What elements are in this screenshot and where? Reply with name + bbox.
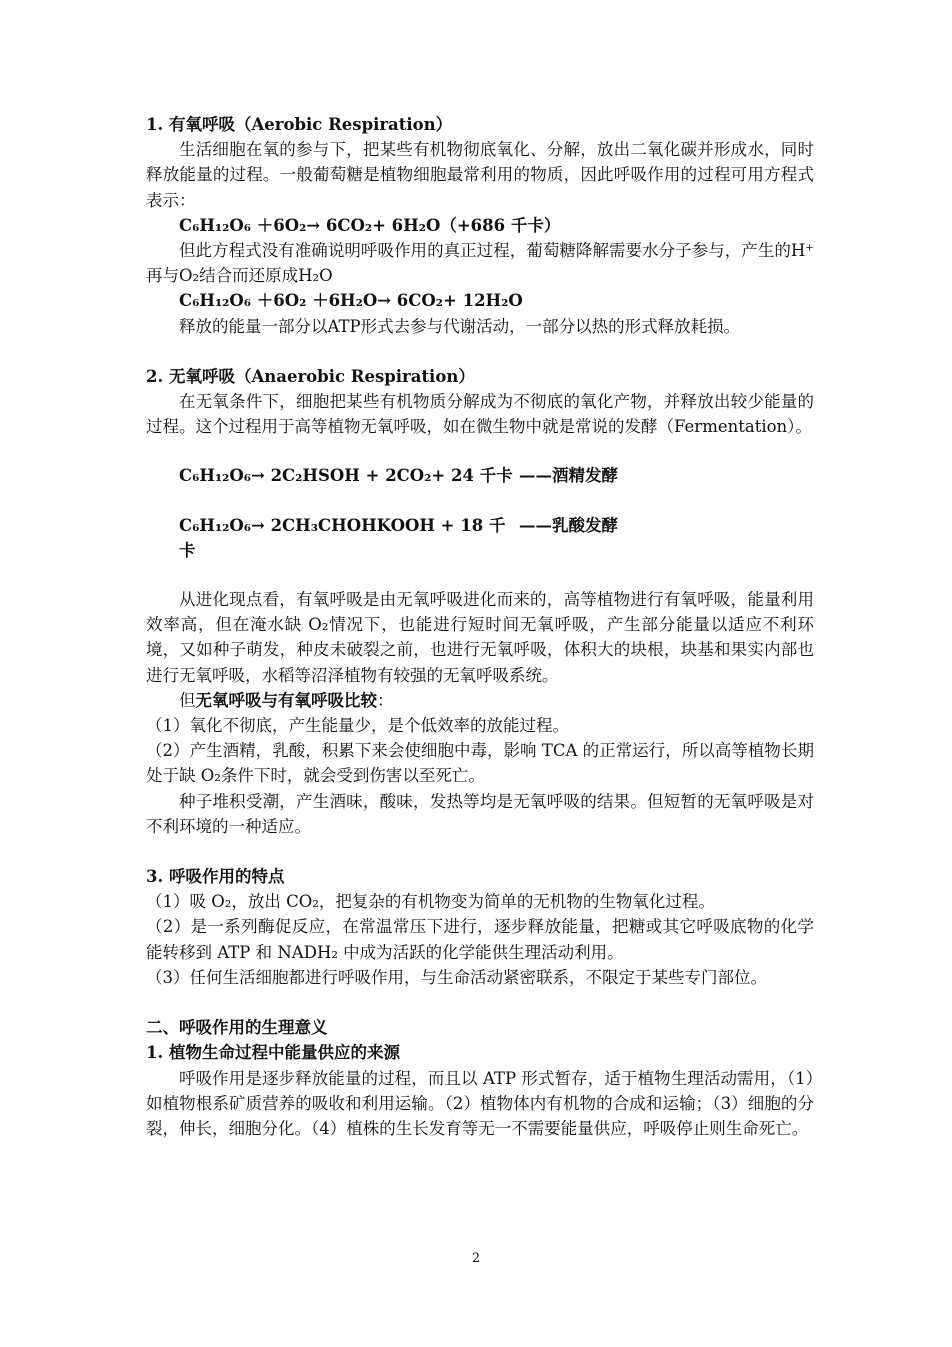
- list-item: （1）氧化不彻底，产生能量少，是个低效率的放能过程。: [146, 716, 569, 736]
- reaction-label: ——乳酸发酵: [519, 515, 618, 535]
- list-item: （2）是一系列酶促反应，在常温常压下进行，逐步释放能量，把糖或其它呼吸底物的化学能转移到 ATP 和 NADH₂ 中成为活跃的化学能供生理活动利用。: [146, 917, 814, 962]
- reaction-label: ——酒精发酵: [519, 466, 618, 486]
- list-item: （3）任何生活细胞都进行呼吸作用，与生命活动紧密联系，不限定于某些专门部位。: [146, 967, 767, 987]
- paragraph-evolution: 从进化现点看，有氧呼吸是由无氧呼吸进化而来的，高等植物进行有氧呼吸，能量利用效率高，但在淹水缺 O₂情况下，也能进行短时间无氧呼吸，产生部分能量以适应不利环境，又如种子萌发，种皮未破裂之前，也进行无氧呼吸，体积大的块根，块基和果实内部也进行无氧呼吸，水稻等沼泽植物有较强的无氧呼吸系统。: [146, 590, 814, 685]
- document-page: [146, 112, 814, 1141]
- equation-aerobic-2: C₆H₁₂O₆ ＋6O₂ ＋6H₂O→ 6CO₂+ 12H₂O: [179, 291, 523, 311]
- paragraph-aerobic-explanation: 但此方程式没有准确说明呼吸作用的真正过程，葡萄糖降解需要水分子参与，产生的H⁺再与O₂结合而还原成H₂O: [146, 241, 814, 286]
- section-heading-anaerobic: 2. 无氧呼吸（Anaerobic Respiration）: [146, 366, 475, 386]
- section-heading-significance: 二、呼吸作用的生理意义: [146, 1018, 328, 1038]
- paragraph-seed-example: 种子堆积受潮，产生酒味，酸味，发热等均是无氧呼吸的结果。但短暂的无氧呼吸是对不利环境的一种适应。: [146, 791, 814, 836]
- reaction-lactic-fermentation: [146, 513, 814, 563]
- comparison-suffix: ：: [377, 690, 394, 710]
- spacer: [146, 563, 814, 587]
- reaction-alcohol-fermentation: [146, 463, 814, 488]
- page-number: 2: [471, 1251, 481, 1266]
- paragraph-aerobic-definition: 生活细胞在氧的参与下，把某些有机物彻底氧化、分解，放出二氧化碳并形成水，同时释放能量的过程。一般葡萄糖是植物细胞最常利用的物质，因此呼吸作用的过程可用方程式表示：: [146, 140, 814, 210]
- spacer: [146, 489, 814, 513]
- comparison-prefix: 但: [179, 690, 196, 710]
- paragraph-aerobic-energy: 释放的能量一部分以ATP形式去参与代谢活动，一部分以热的形式释放耗损。: [179, 316, 741, 336]
- section-heading-characteristics: 3. 呼吸作用的特点: [146, 867, 285, 887]
- list-item: （1）吸 O₂，放出 CO₂，把复杂的有机物变为简单的无机物的生物氧化过程。: [146, 892, 715, 912]
- comparison-intro: [146, 688, 814, 713]
- spacer: [146, 839, 814, 864]
- paragraph-energy-source: 呼吸作用是逐步释放能量的过程，而且以 ATP 形式暂存，适于植物生理活动需用，（1）如植物根系矿质营养的吸收和利用运输。（2）植物体内有机物的合成和运输；（3）细胞的分裂，伸长，细胞分化。（4）植株的生长发育等无一不需要能量供应，呼吸停止则生命死亡。: [146, 1068, 814, 1138]
- reaction-equation: C₆H₁₂O₆→ 2CH₃CHOHKOOH + 18 千卡: [179, 515, 506, 560]
- subsection-heading-energy: 1. 植物生命过程中能量供应的来源: [146, 1043, 400, 1063]
- spacer: [146, 439, 814, 463]
- section-heading-aerobic: 1. 有氧呼吸（Aerobic Respiration）: [146, 115, 453, 134]
- paragraph-anaerobic-definition: 在无氧条件下，细胞把某些有机物质分解成为不彻底的氧化产物，并释放出较少能量的过程。这个过程用于高等植物无氧呼吸，如在微生物中就是常说的发酵（Fermentation）。: [146, 392, 814, 437]
- list-item: （2）产生酒精，乳酸，积累下来会使细胞中毒，影响 TCA 的正常运行，所以高等植物长期处于缺 O₂条件下时，就会受到伤害以至死亡。: [146, 741, 814, 786]
- equation-aerobic-1: C₆H₁₂O₆ ＋6O₂→ 6CO₂+ 6H₂O（+686 千卡）: [179, 215, 561, 235]
- spacer: [146, 339, 814, 364]
- comparison-title: 无氧呼吸与有氧呼吸比较: [195, 690, 377, 710]
- reaction-equation: C₆H₁₂O₆→ 2C₂HSOH + 2CO₂+ 24 千卡: [179, 466, 513, 486]
- spacer: [146, 990, 814, 1015]
